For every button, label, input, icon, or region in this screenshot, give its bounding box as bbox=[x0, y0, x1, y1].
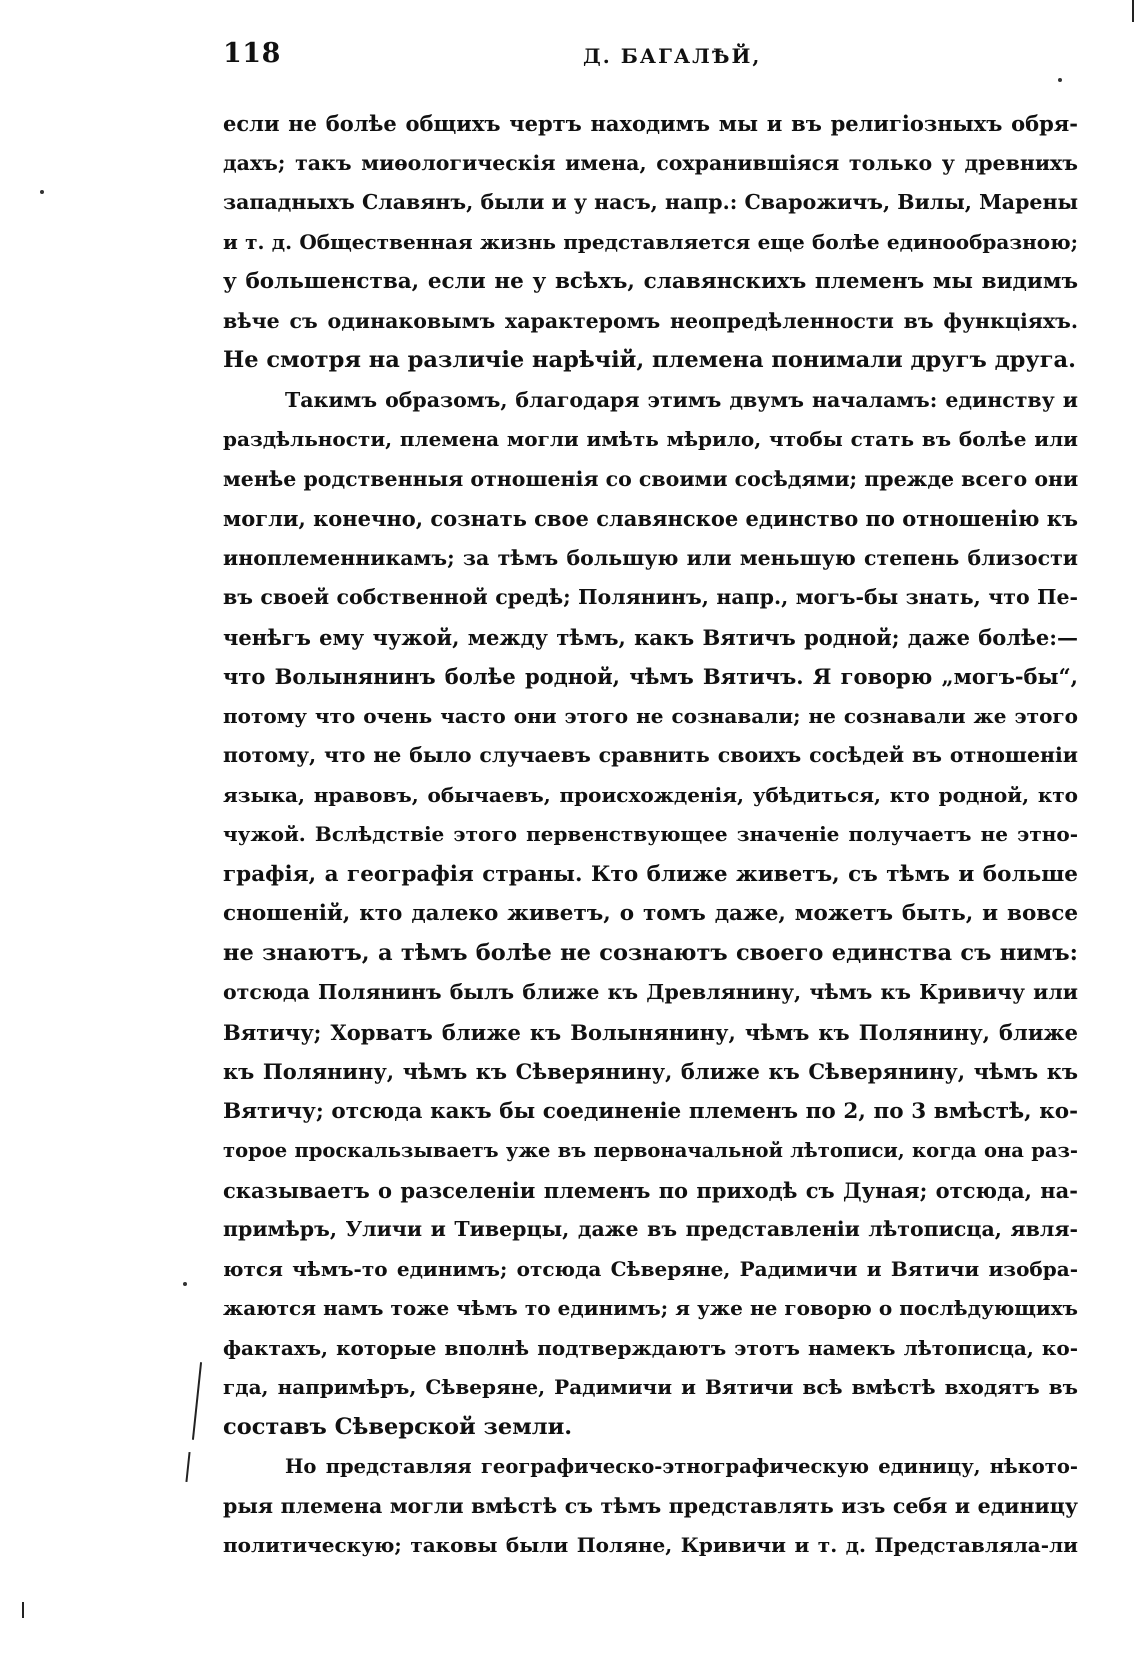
margin-pencil-mark bbox=[192, 1362, 202, 1440]
margin-pencil-mark bbox=[185, 1452, 190, 1482]
text-line: отсюда Полянинъ былъ ближе къ Древлянину, чѣмъ къ Кривичу или bbox=[223, 980, 1078, 1004]
text-line: раздѣльности, племена могли имѣть мѣрило, чтобы стать въ болѣе или bbox=[223, 427, 1078, 451]
text-line: чужой. Вслѣдствіе этого первенствующее значеніе получаетъ не этно- bbox=[223, 822, 1078, 846]
text-line: дахъ; такъ миѳологическія имена, сохранившіяся только у древнихъ bbox=[223, 150, 1078, 175]
paragraph bbox=[223, 104, 1078, 381]
text-line: политическую; таковы были Поляне, Кривичи и т. д. Представляла-ли bbox=[223, 1533, 1078, 1557]
body-text bbox=[223, 104, 1078, 1566]
text-line: Не смотря на различіе нарѣчій, племена понимали другъ друга. bbox=[223, 347, 1076, 373]
text-line: не знаютъ, а тѣмъ болѣе не сознаютъ своего единства съ нимъ: bbox=[223, 939, 1078, 966]
text-line: если не болѣе общихъ чертъ находимъ мы и въ религіозныхъ обря- bbox=[223, 111, 1078, 136]
text-line: гда, напримѣръ, Сѣверяне, Радимичи и Вятичи всѣ вмѣстѣ входятъ въ bbox=[223, 1375, 1078, 1399]
text-line: менѣе родственныя отношенія со своими сосѣдями; прежде всего они bbox=[223, 466, 1078, 491]
scan-edge-mark bbox=[22, 1602, 24, 1618]
text-line: языка, нравовъ, обычаевъ, происхожденія, убѣдиться, кто родной, кто bbox=[223, 782, 1078, 807]
text-line: Такимъ образомъ, благодаря этимъ двумъ началамъ: единству и bbox=[285, 387, 1078, 412]
text-line: ются чѣмъ-то единимъ; отсюда Сѣверяне, Радимичи и Вятичи изобра- bbox=[223, 1256, 1078, 1281]
text-line: Но представляя географическо-этнографическую единицу, нѣкото- bbox=[285, 1455, 1078, 1478]
text-line: иноплеменникамъ; за тѣмъ большую или меньшую степень близости bbox=[223, 545, 1078, 570]
text-line: въ своей собственной средѣ; Полянинъ, напр., могъ-бы знать, что Пе- bbox=[223, 585, 1078, 609]
text-line: сказываетъ о разселеніи племенъ по приходѣ съ Дуная; отсюда, на- bbox=[223, 1177, 1078, 1203]
text-line: сношеній, кто далеко живетъ, о томъ даже, можетъ быть, и вовсе bbox=[223, 901, 1078, 926]
text-line: могли, конечно, сознать свое славянское единство по отношенію къ bbox=[223, 506, 1078, 531]
paragraph bbox=[223, 381, 1078, 1448]
scan-speck bbox=[40, 190, 44, 194]
text-line: потому что очень часто они этого не сознавали; не сознавали же этого bbox=[223, 703, 1078, 728]
scan-speck bbox=[1058, 78, 1062, 82]
text-line: что Волынянинъ болѣе родной, чѣмъ Вятичъ. Я говорю „могъ-бы“, bbox=[223, 664, 1078, 689]
scan-edge-mark bbox=[1132, 0, 1134, 22]
text-line: фактахъ, которые вполнѣ подтверждаютъ этотъ намекъ лѣтописца, ко- bbox=[223, 1335, 1078, 1360]
text-line: жаются намъ тоже чѣмъ то единимъ; я уже не говорю о послѣдующихъ bbox=[223, 1296, 1078, 1320]
text-line: вѣче съ одинаковымъ характеромъ неопредѣленности въ функціяхъ. bbox=[223, 308, 1078, 333]
text-line: торое проскальзываетъ уже въ первоначальной лѣтописи, когда она раз- bbox=[223, 1139, 1078, 1162]
text-line: ченѣгъ ему чужой, между тѣмъ, какъ Вятичъ родной; даже болѣе:— bbox=[223, 624, 1078, 650]
text-line: рыя племена могли вмѣстѣ съ тѣмъ представлять изъ себя и единицу bbox=[223, 1493, 1078, 1518]
text-line: графія, а географія страны. Кто ближе живетъ, съ тѣмъ и больше bbox=[223, 861, 1078, 887]
text-line: Вятичу; Хорватъ ближе къ Волынянину, чѣмъ къ Полянину, ближе bbox=[223, 1019, 1078, 1045]
scan-speck bbox=[183, 1282, 187, 1286]
running-head bbox=[223, 38, 1083, 78]
text-line: западныхъ Славянъ, были и у насъ, напр.: Сварожичъ, Вилы, Марены bbox=[223, 190, 1078, 214]
running-title: Д. БАГАЛѢЙ, bbox=[583, 44, 762, 68]
text-line: потому, что не было случаевъ сравнить своихъ сосѣдей въ отношеніи bbox=[223, 743, 1078, 767]
page-number: 118 bbox=[223, 38, 281, 69]
text-line: у большенства, если не у всѣхъ, славянскихъ племенъ мы видимъ bbox=[223, 269, 1078, 294]
text-line: составъ Сѣверской земли. bbox=[223, 1413, 573, 1440]
text-line: Вятичу; отсюда какъ бы соединеніе племенъ по 2, по 3 вмѣстѣ, ко- bbox=[223, 1098, 1078, 1124]
text-line: примѣръ, Уличи и Тиверцы, даже въ представленіи лѣтописца, явля- bbox=[223, 1217, 1078, 1241]
text-line: и т. д. Общественная жизнь представляется еще болѣе единообразною; bbox=[223, 229, 1078, 254]
text-line: къ Полянину, чѣмъ къ Сѣверянину, ближе къ Сѣверянину, чѣмъ къ bbox=[223, 1059, 1078, 1084]
paragraph bbox=[223, 1447, 1078, 1566]
